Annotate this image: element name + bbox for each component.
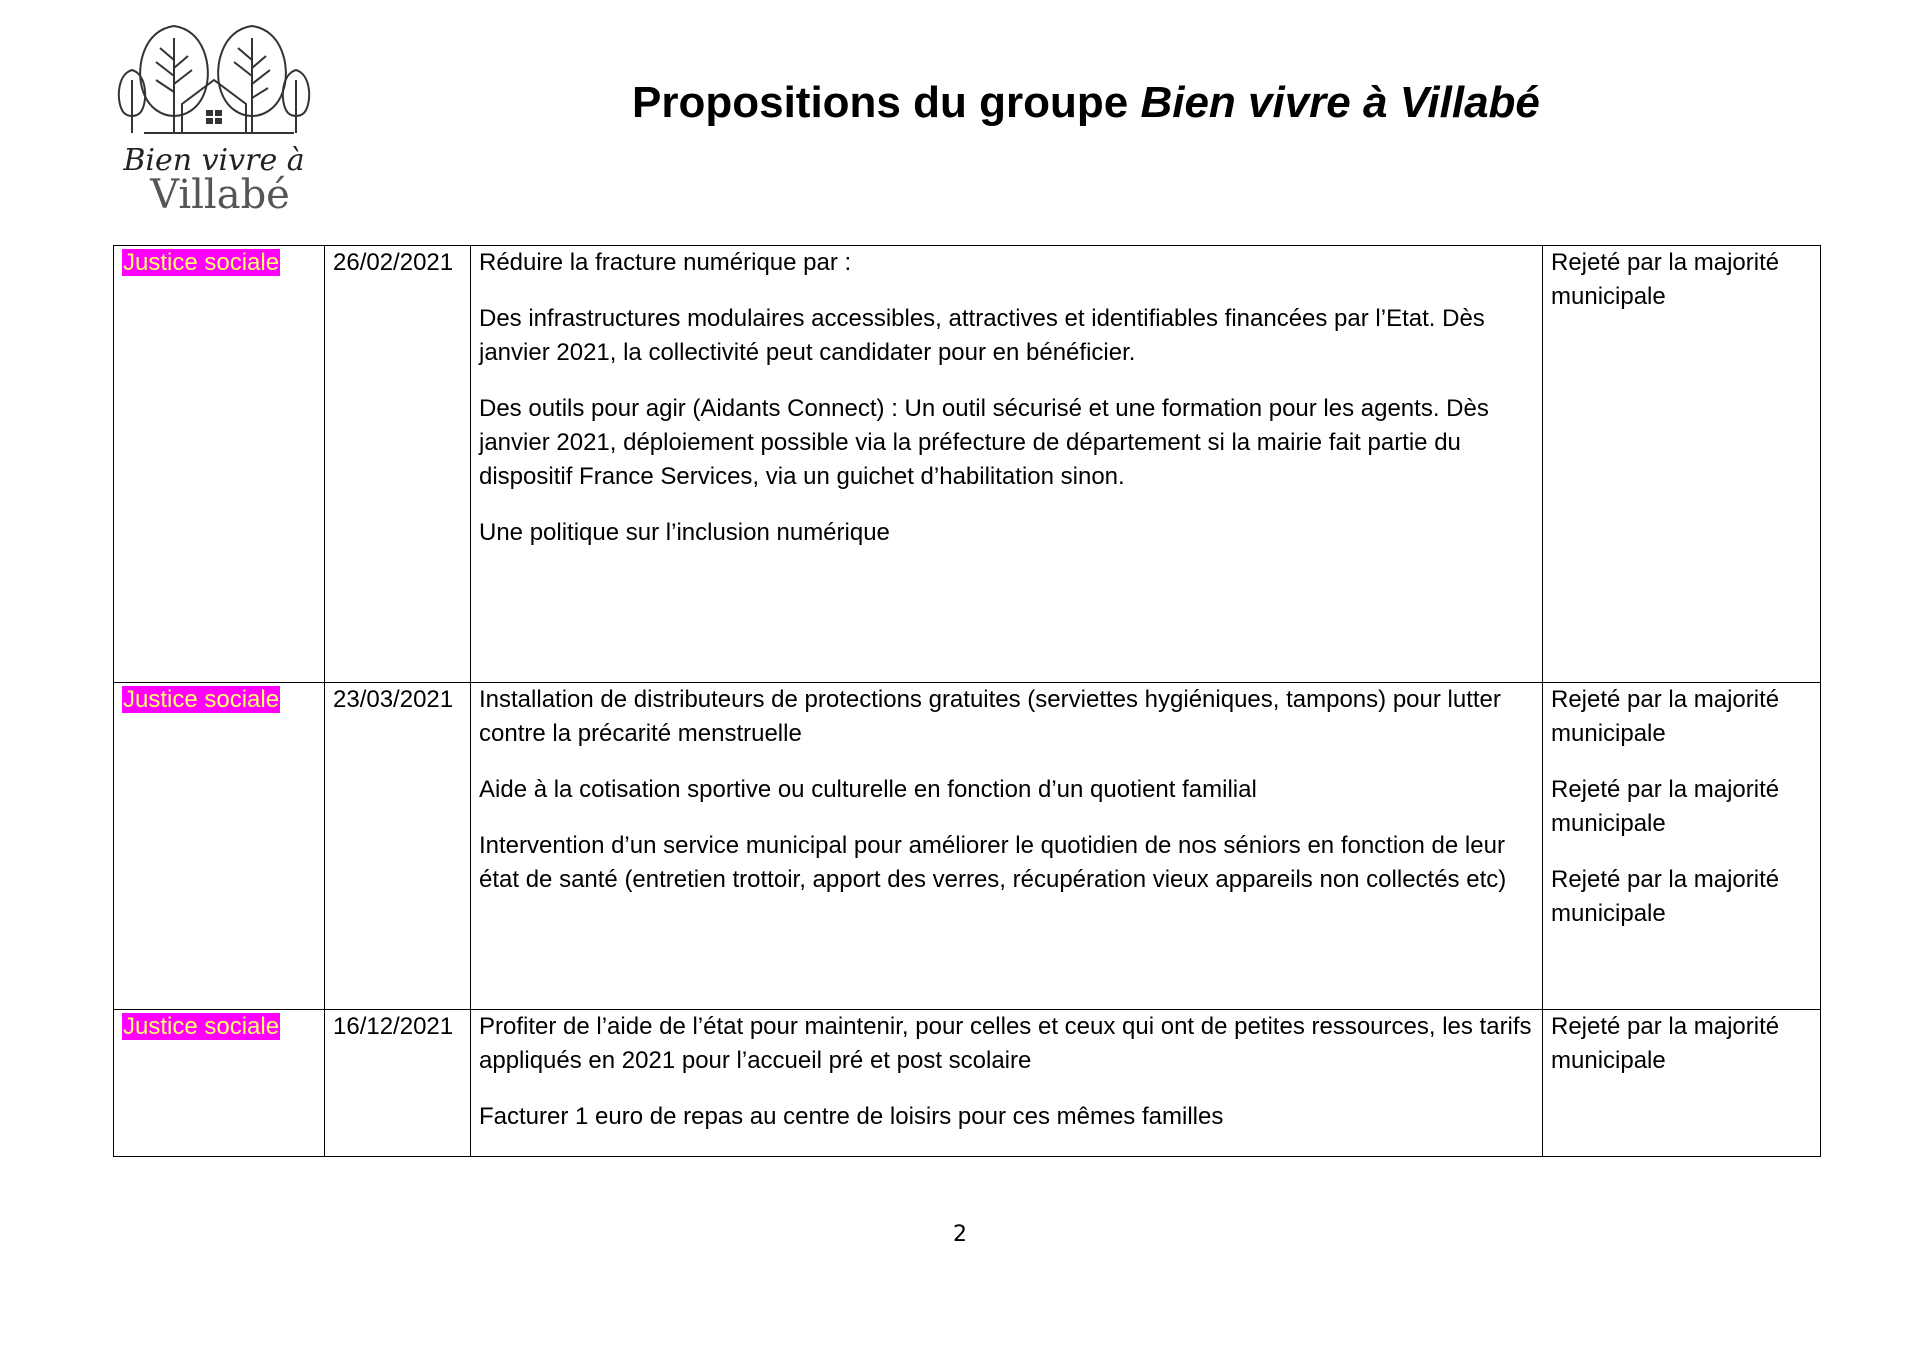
result-text: Rejeté par la majorité municipale: [1551, 686, 1780, 747]
table-row: [114, 246, 1821, 683]
proposition-paragraph: Aide à la cotisation sportive ou culturelle en fonction d’un quotient familial: [479, 776, 1257, 803]
proposition-paragraph: Installation de distributeurs de protections gratuites (serviettes hygiéniques, tampons) pour lutter contre la précarité menstruelle: [479, 686, 1501, 747]
proposition-cell: [471, 246, 1543, 683]
title-prefix: Propositions du groupe: [632, 78, 1141, 127]
result-cell: [1543, 246, 1821, 683]
proposition-paragraph: Intervention d’un service municipal pour améliorer le quotidien de nos séniors en fonction de leur état de santé (entretien trottoir, apport des verres, récupération vieux appareils non collectés etc): [479, 832, 1507, 893]
proposition-paragraph: Facturer 1 euro de repas au centre de loisirs pour ces mêmes familles: [479, 1103, 1224, 1130]
result-cell: [1543, 683, 1821, 1010]
result-text: Rejeté par la majorité municipale: [1551, 866, 1780, 927]
proposition-paragraph: Une politique sur l’inclusion numérique: [479, 519, 890, 546]
svg-text:Villabé: Villabé: [150, 172, 290, 218]
proposition-paragraph: Réduire la fracture numérique par :: [479, 249, 852, 276]
house-trees-logo-icon: [104, 18, 336, 218]
result-cell: [1543, 1010, 1821, 1157]
result-text: Rejeté par la majorité municipale: [1551, 776, 1780, 837]
result-text: Rejeté par la majorité municipale: [1551, 1013, 1780, 1074]
category-cell: [114, 683, 325, 1010]
title-group-name: Bien vivre à Villabé: [1140, 78, 1540, 127]
svg-text:Bien vivre à: Bien vivre à: [123, 143, 305, 178]
proposition-cell: [471, 683, 1543, 1010]
category-cell: [114, 1010, 325, 1157]
category-highlight: Justice sociale: [123, 249, 280, 276]
date-cell: 16/12/2021: [325, 1010, 471, 1157]
category-highlight: Justice sociale: [123, 1013, 280, 1040]
result-text: Rejeté par la majorité municipale: [1551, 249, 1780, 310]
category-cell: [114, 246, 325, 683]
date-cell: 26/02/2021: [325, 246, 471, 683]
proposition-paragraph: Profiter de l’aide de l’état pour maintenir, pour celles et ceux qui ont de petites ressources, les tarifs appliqués en 2021 pour l’accueil pré et post scolaire: [479, 1013, 1532, 1074]
propositions-table: [113, 245, 1821, 1157]
table-row: [114, 1010, 1821, 1157]
page-title: [632, 78, 1540, 128]
proposition-paragraph: Des outils pour agir (Aidants Connect) : Un outil sécurisé et une formation pour les agents. Dès janvier 2021, déploiement possible via la préfecture de département si la mairie fait partie du dispositif France Services, via un guichet d’habilitation sinon.: [479, 395, 1489, 490]
table-row: [114, 683, 1821, 1010]
category-highlight: Justice sociale: [123, 686, 280, 713]
logo: [104, 18, 336, 218]
page-number: 2: [953, 1222, 967, 1247]
date-cell: 23/03/2021: [325, 683, 471, 1010]
proposition-paragraph: Des infrastructures modulaires accessibles, attractives et identifiables financées par l’Etat. Dès janvier 2021, la collectivité peut candidater pour en bénéficier.: [479, 305, 1485, 366]
proposition-cell: [471, 1010, 1543, 1157]
